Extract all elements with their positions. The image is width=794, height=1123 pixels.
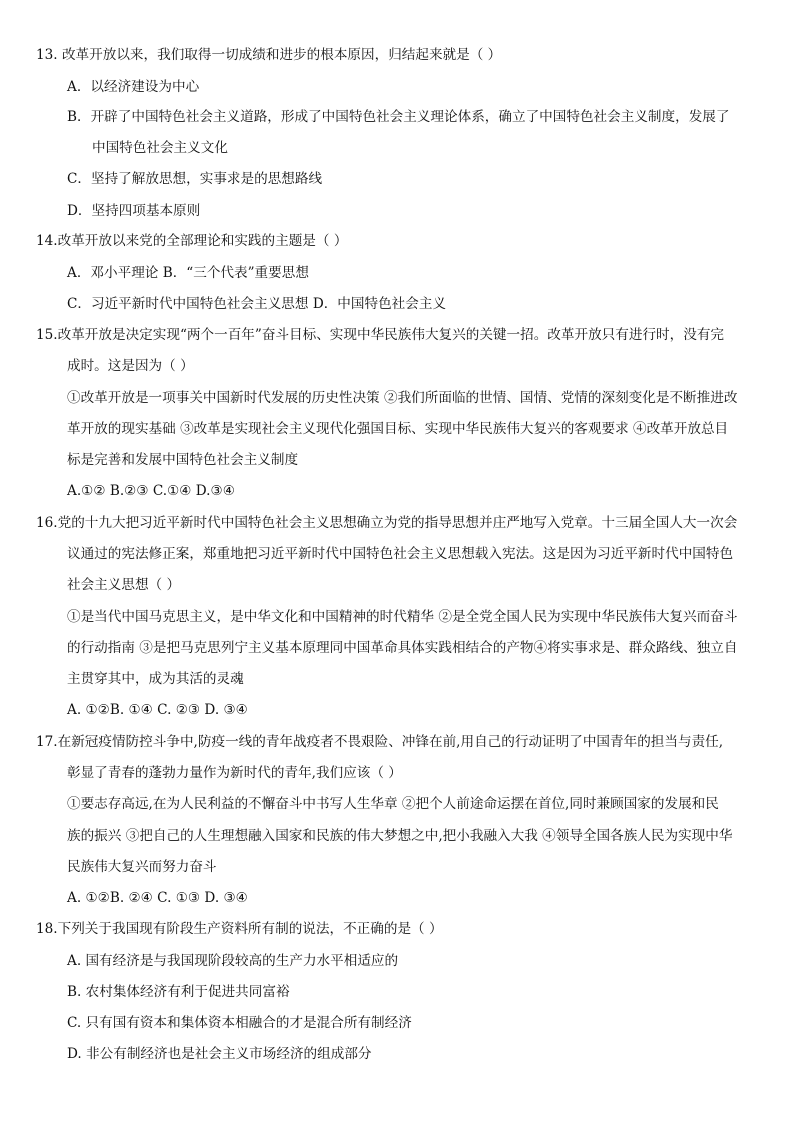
q17-statements-end: 民族伟大复兴而努力奋斗 <box>67 859 217 875</box>
q18-option-c: C. 只有国有资本和集体资本相融合的才是混合所有制经济 <box>67 1015 412 1031</box>
q16-statements: ①是当代中国马克思主义，是中华文化和中国精神的时代精华 ②是全党全国人民为实现中华民族伟大复兴而奋斗 <box>67 609 738 625</box>
q14-options-ab: A．邓小平理论 B．“三个代表”重要思想 <box>67 265 309 281</box>
q13-option-b-cont: 中国特色社会主义文化 <box>92 140 228 156</box>
q15-statements-cont: 革开放的现实基础 ③改革是实现社会主义现代化强国目标、实现中华民族伟大复兴的客观要求 ④改革开放总目 <box>67 421 729 437</box>
q18-option-d: D. 非公有制经济也是社会主义市场经济的组成部分 <box>67 1046 372 1062</box>
q13-option-b: B．开辟了中国特色社会主义道路，形成了中国特色社会主义理论体系，确立了中国特色社会主义制度，发展了 <box>67 109 730 125</box>
q15-stem-cont: 成时。这是因为（ ） <box>67 358 194 374</box>
q16-statements-cont: 的行动指南 ③是把马克思列宁主义基本原理同中国革命具体实践相结合的产物④将实事求是、群众路线、独立自 <box>67 640 738 656</box>
q16-stem: 16.党的十九大把习近平新时代中国特色社会主义思想确立为党的指导思想并庄严地写入党章。十三届全国人大一次会 <box>36 515 738 531</box>
q13-option-a: A．以经济建设为中心 <box>67 79 200 95</box>
q17-statements: ①要志存高远,在为人民利益的不懈奋斗中书写人生华章 ②把个人前途命运摆在首位,同时兼顾国家的发展和民 <box>67 796 719 812</box>
q13-option-c: C．坚持了解放思想，实事求是的思想路线 <box>67 171 323 187</box>
q17-options: A. ①②B. ②④ C. ①③ D. ③④ <box>67 890 248 906</box>
q17-statements-cont: 族的振兴 ③把自己的人生理想融入国家和民族的伟大梦想之中,把小我融入大我 ④领导全国各族人民为实现中华 <box>67 828 733 844</box>
q17-stem-cont: 彰显了青春的蓬勃力量作为新时代的青年,我们应该（ ） <box>67 765 402 781</box>
q16-stem-cont: 议通过的宪法修正案，郑重地把习近平新时代中国特色社会主义思想载入宪法。这是因为习近平新时代中国特色 <box>67 546 734 562</box>
q16-options: A. ①②B. ①④ C. ②③ D. ③④ <box>67 702 248 718</box>
q16-stem-end: 社会主义思想（ ） <box>67 577 181 593</box>
q18-stem: 18.下列关于我国现有阶段生产资料所有制的说法，不正确的是（ ） <box>36 921 443 937</box>
q17-stem: 17.在新冠疫情防控斗争中,防疫一线的青年战疫者不畏艰险、冲锋在前,用自己的行动证明了中国青年的担当与责任, <box>36 734 724 750</box>
q14-options-cd: C．习近平新时代中国特色社会主义思想 D．中国特色社会主义 <box>67 296 447 312</box>
q13-option-d: D．坚持四项基本原则 <box>67 203 201 219</box>
q15-options: A.①② B.②③ C.①④ D.③④ <box>67 483 235 499</box>
q18-option-b: B. 农村集体经济有利于促进共同富裕 <box>67 984 290 1000</box>
q14-stem: 14.改革开放以来党的全部理论和实践的主题是（ ） <box>36 233 348 249</box>
q15-stem: 15.改革开放是决定实现“两个一百年”奋斗目标、实现中华民族伟大复兴的关键一招。改革开放只有进行时，没有完 <box>36 327 725 343</box>
q16-statements-end: 主贯穿其中，成为其活的灵魂 <box>67 671 244 687</box>
q13-stem: 13. 改革开放以来，我们取得一切成绩和进步的根本原因，归结起来就是（ ） <box>36 47 502 63</box>
q18-option-a: A. 国有经济是与我国现阶段较高的生产力水平相适应的 <box>67 953 399 969</box>
q15-statements: ①改革开放是一项事关中国新时代发展的历史性决策 ②我们所面临的世情、国情、党情的深刻变化是不断推进改 <box>67 390 738 406</box>
q15-statements-end: 标是完善和发展中国特色社会主义制度 <box>67 452 299 468</box>
